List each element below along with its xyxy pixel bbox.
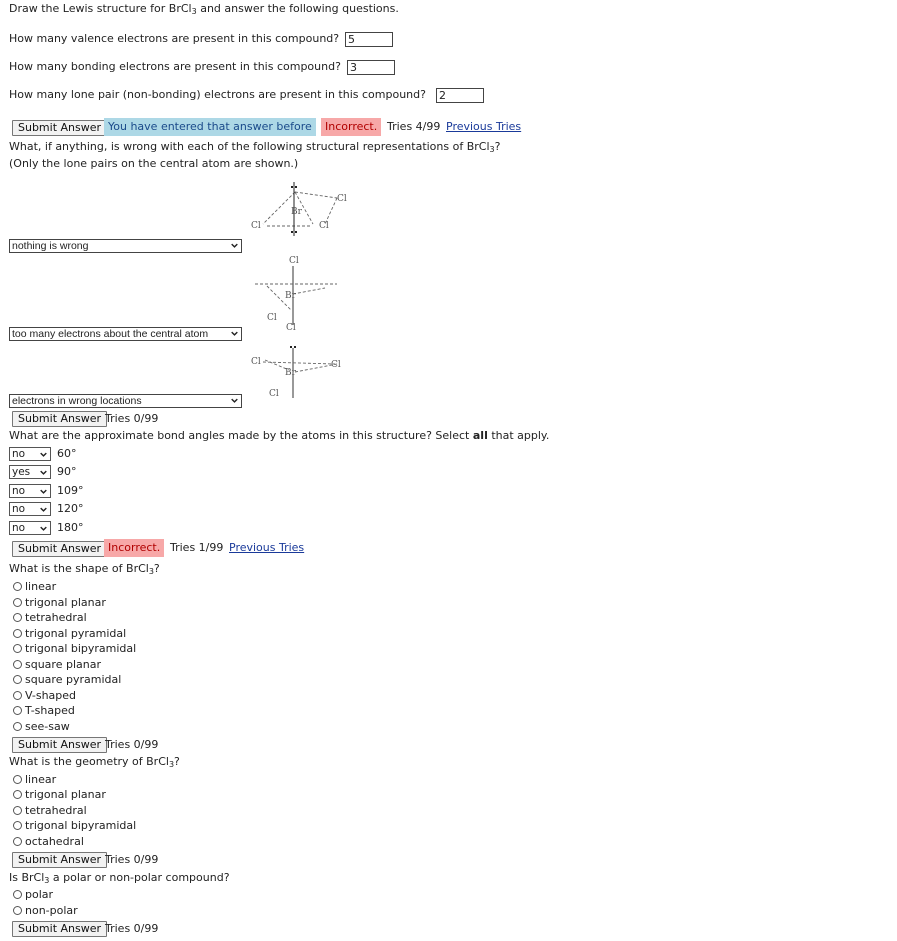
intro-text: Draw the Lewis structure for BrCl$_3$ and answer the following questions. bbox=[9, 2, 399, 16]
chevron-down-icon bbox=[40, 506, 47, 513]
shape-option[interactable]: see-saw bbox=[13, 720, 70, 734]
cl-label: Cl bbox=[267, 313, 277, 323]
angle-label: 120° bbox=[57, 502, 84, 515]
angle-label: 90° bbox=[57, 465, 77, 478]
shape-option[interactable]: trigonal bipyramidal bbox=[13, 642, 136, 656]
shape-option[interactable]: trigonal pyramidal bbox=[13, 627, 126, 641]
radio-button[interactable] bbox=[13, 722, 22, 731]
geometry-option[interactable]: octahedral bbox=[13, 835, 84, 849]
shape-option[interactable]: V-shaped bbox=[13, 689, 76, 703]
structure-diagram-2 bbox=[245, 250, 355, 332]
entered-before-message: You have entered that answer before bbox=[104, 118, 316, 136]
cl-label: Cl bbox=[251, 357, 261, 367]
structure-diagram-1 bbox=[245, 176, 355, 236]
chevron-down-icon bbox=[40, 525, 47, 532]
radio-button[interactable] bbox=[13, 629, 22, 638]
angle-select-120[interactable]: no bbox=[9, 502, 51, 516]
incorrect-badge-1: Incorrect. bbox=[321, 118, 381, 136]
br-label: Br bbox=[291, 207, 302, 217]
polarity-option[interactable]: non-polar bbox=[13, 904, 78, 918]
polarity-question: Is BrCl$_3$ a polar or non-polar compound? bbox=[9, 871, 230, 885]
chevron-down-icon bbox=[40, 451, 47, 458]
tries-count-2: Tries 0/99 bbox=[105, 412, 159, 425]
previous-tries-link-3[interactable]: Previous Tries bbox=[229, 541, 305, 554]
radio-button[interactable] bbox=[13, 837, 22, 846]
angle-label: 60° bbox=[57, 447, 77, 460]
chevron-down-icon bbox=[40, 469, 47, 476]
shape-option[interactable]: tetrahedral bbox=[13, 611, 87, 625]
shape-option[interactable]: square planar bbox=[13, 658, 101, 672]
bond-angle-question: What are the approximate bond angles made by the atoms in this structure? Select all that apply. bbox=[9, 429, 550, 442]
radio-button[interactable] bbox=[13, 691, 22, 700]
chevron-down-icon bbox=[231, 397, 238, 404]
shape-option[interactable]: linear bbox=[13, 580, 56, 594]
angle-label: 180° bbox=[57, 521, 84, 534]
submit-answer-button-1[interactable]: Submit Answer bbox=[12, 120, 107, 136]
radio-button[interactable] bbox=[13, 775, 22, 784]
lone-pair-question: How many lone pair (non-bonding) electrons are present in this compound? bbox=[9, 88, 426, 101]
tries-count-5: Tries 0/99 bbox=[105, 853, 159, 866]
tries-count-1: Tries 4/99 bbox=[387, 120, 441, 133]
geometry-option[interactable]: trigonal planar bbox=[13, 788, 106, 802]
tries-count-6: Tries 0/99 bbox=[105, 922, 159, 935]
tries-count-4: Tries 0/99 bbox=[105, 738, 159, 751]
angle-label: 109° bbox=[57, 484, 84, 497]
cl-label: Cl bbox=[251, 221, 261, 231]
angle-select-60[interactable]: no bbox=[9, 447, 51, 461]
radio-button[interactable] bbox=[13, 906, 22, 915]
cl-label: Cl bbox=[319, 221, 329, 231]
angle-select-90[interactable]: yes bbox=[9, 465, 51, 479]
chevron-down-icon bbox=[231, 242, 238, 249]
shape-option[interactable]: square pyramidal bbox=[13, 673, 121, 687]
submit-answer-button-4[interactable]: Submit Answer bbox=[12, 737, 107, 753]
radio-button[interactable] bbox=[13, 644, 22, 653]
polarity-option[interactable]: polar bbox=[13, 888, 53, 902]
submit-answer-button-6[interactable]: Submit Answer bbox=[12, 921, 107, 937]
tries-count-3: Tries 1/99 bbox=[170, 541, 224, 554]
geometry-option[interactable]: tetrahedral bbox=[13, 804, 87, 818]
valence-electrons-input[interactable]: 5 bbox=[345, 32, 393, 47]
submit-answer-button-3[interactable]: Submit Answer bbox=[12, 541, 107, 557]
radio-button[interactable] bbox=[13, 582, 22, 591]
geometry-question: What is the geometry of BrCl$_3$? bbox=[9, 755, 180, 769]
shape-option[interactable]: trigonal planar bbox=[13, 596, 106, 610]
previous-tries-link-1[interactable]: Previous Tries bbox=[446, 120, 522, 133]
radio-button[interactable] bbox=[13, 706, 22, 715]
bonding-electrons-input[interactable]: 3 bbox=[347, 60, 395, 75]
radio-button[interactable] bbox=[13, 890, 22, 899]
radio-button[interactable] bbox=[13, 675, 22, 684]
cl-label: Cl bbox=[286, 323, 296, 332]
geometry-option[interactable]: linear bbox=[13, 773, 56, 787]
radio-button[interactable] bbox=[13, 806, 22, 815]
cl-label: Cl bbox=[337, 194, 347, 204]
angle-select-109[interactable]: no bbox=[9, 484, 51, 498]
bonding-question: How many bonding electrons are present in this compound? bbox=[9, 60, 341, 73]
cl-label: Cl bbox=[289, 256, 299, 266]
br-label: Br bbox=[285, 368, 296, 378]
structure-select-3[interactable]: electrons in wrong locations bbox=[9, 394, 242, 408]
structure-diagram-3 bbox=[245, 344, 355, 400]
incorrect-badge-3: Incorrect. bbox=[104, 539, 164, 557]
shape-option[interactable]: T-shaped bbox=[13, 704, 75, 718]
radio-button[interactable] bbox=[13, 660, 22, 669]
shape-question: What is the shape of BrCl$_3$? bbox=[9, 562, 160, 576]
radio-button[interactable] bbox=[13, 613, 22, 622]
radio-button[interactable] bbox=[13, 790, 22, 799]
structure-note: (Only the lone pairs on the central atom are shown.) bbox=[9, 157, 299, 170]
valence-question: How many valence electrons are present in this compound? bbox=[9, 32, 340, 45]
submit-answer-button-2[interactable]: Submit Answer bbox=[12, 411, 107, 427]
br-label: Br bbox=[285, 291, 296, 301]
structure-question: What, if anything, is wrong with each of the following structural representations of BrCl$_3$? bbox=[9, 140, 501, 154]
structure-select-2[interactable]: too many electrons about the central atom bbox=[9, 327, 242, 341]
chevron-down-icon bbox=[231, 330, 238, 337]
geometry-option[interactable]: trigonal bipyramidal bbox=[13, 819, 136, 833]
cl-label: Cl bbox=[331, 360, 341, 370]
structure-select-1[interactable]: nothing is wrong bbox=[9, 239, 242, 253]
radio-button[interactable] bbox=[13, 598, 22, 607]
lone-pair-electrons-input[interactable]: 2 bbox=[436, 88, 484, 103]
angle-select-180[interactable]: no bbox=[9, 521, 51, 535]
submit-answer-button-5[interactable]: Submit Answer bbox=[12, 852, 107, 868]
chevron-down-icon bbox=[40, 488, 47, 495]
cl-label: Cl bbox=[269, 389, 279, 399]
radio-button[interactable] bbox=[13, 821, 22, 830]
